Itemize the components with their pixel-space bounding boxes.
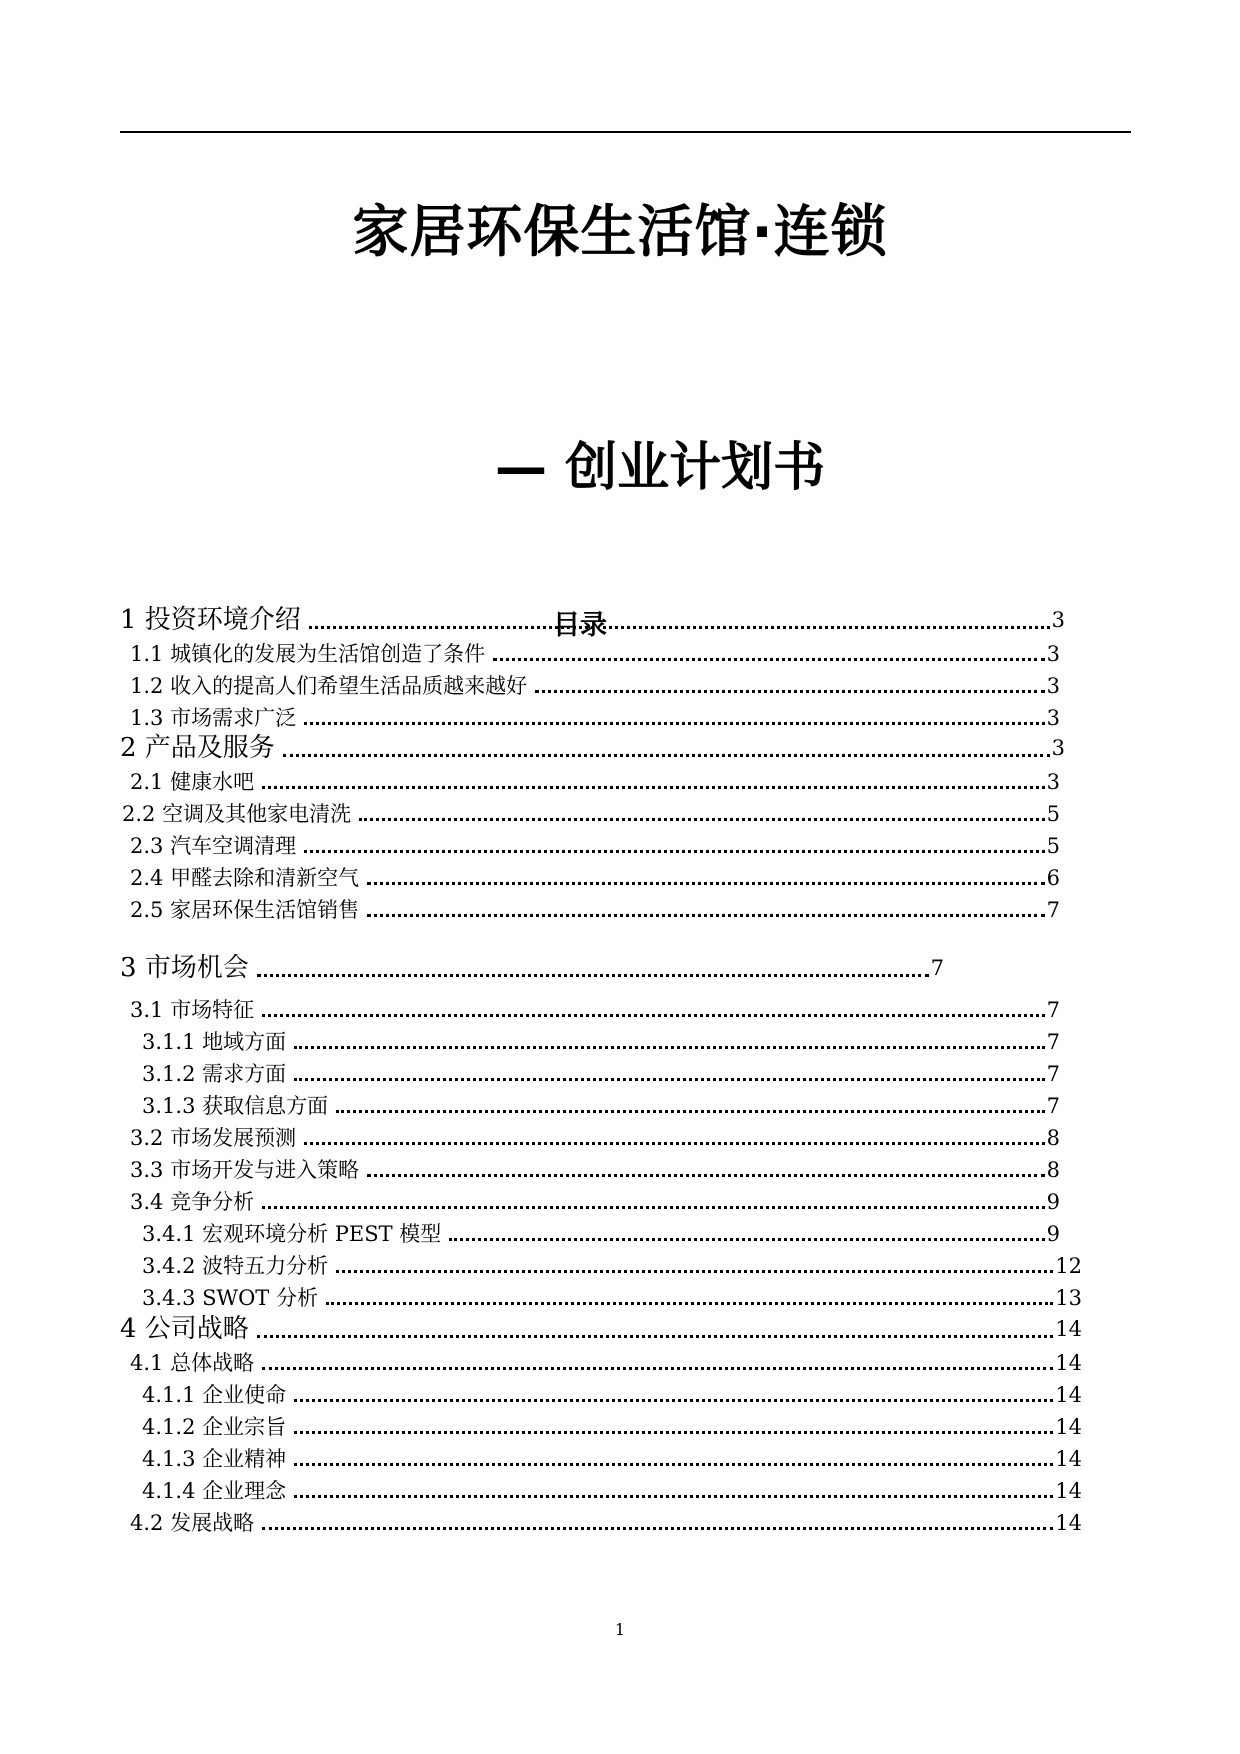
toc-entry[interactable] [130, 666, 1060, 698]
toc-entry-page: 7 [1046, 898, 1060, 922]
toc-entry-page: 14 [1055, 1317, 1082, 1341]
toc-entry-page: 3 [1051, 736, 1065, 760]
toc-entry-label: 2.1 健康水吧 [130, 770, 255, 794]
toc-entry-label: 2.5 家居环保生活馆销售 [130, 898, 360, 922]
toc-leader-dots [493, 658, 1045, 661]
toc-entry[interactable] [130, 634, 1060, 666]
header-rule [120, 131, 1131, 133]
toc-entry[interactable] [122, 794, 1060, 826]
toc-leader-dots [262, 786, 1045, 789]
toc-entry-label: 3.4.2 波特五力分析 [142, 1254, 329, 1278]
toc-entry-label: 1.3 市场需求广泛 [130, 706, 297, 730]
toc-leader-dots [257, 974, 929, 977]
toc-entry[interactable] [120, 950, 944, 982]
toc-entry-page: 5 [1046, 802, 1060, 826]
toc-leader-dots [535, 690, 1045, 693]
toc-entry[interactable] [120, 730, 1065, 762]
toc-entry-page: 14 [1055, 1511, 1082, 1535]
toc-leader-dots [262, 1367, 1053, 1370]
toc-entry-page: 13 [1055, 1286, 1082, 1310]
toc-leader-dots [262, 1527, 1053, 1530]
toc-entry-label: 3.1.1 地域方面 [142, 1030, 287, 1054]
toc-entry-label: 4.1.2 企业宗旨 [142, 1415, 287, 1439]
toc-entry[interactable] [130, 1118, 1060, 1150]
toc-entry-label: 1 投资环境介绍 [120, 605, 301, 635]
toc-entry-label: 3.4 竞争分析 [130, 1190, 255, 1214]
toc-entry[interactable] [120, 602, 1065, 634]
toc-entry-label: 4.1.1 企业使命 [142, 1383, 287, 1407]
toc-entry-page: 8 [1046, 1126, 1060, 1150]
toc-entry-page: 14 [1055, 1415, 1082, 1439]
toc-entry-page: 14 [1055, 1383, 1082, 1407]
toc-entry-page: 8 [1046, 1158, 1060, 1182]
toc-entry-label: 3 市场机会 [120, 953, 249, 983]
toc-entry[interactable] [130, 890, 1060, 922]
toc-entry[interactable] [130, 990, 1060, 1022]
toc-entry-label: 3.1.2 需求方面 [142, 1062, 287, 1086]
toc-entry-label: 2.3 汽车空调清理 [130, 834, 297, 858]
toc-leader-dots [309, 626, 1050, 629]
toc-entry-page: 3 [1046, 674, 1060, 698]
toc-entry-page: 3 [1051, 608, 1065, 632]
toc-entry[interactable] [130, 1150, 1060, 1182]
toc-entry-page: 7 [1046, 1094, 1060, 1118]
toc-leader-dots [336, 1270, 1053, 1273]
toc-entry-label: 2.2 空调及其他家电清洗 [122, 802, 352, 826]
toc-entry-page: 9 [1046, 1222, 1060, 1246]
toc-entry[interactable] [142, 1278, 1082, 1310]
toc-heading: 目录 [553, 610, 607, 641]
toc-entry-label: 3.1.3 获取信息方面 [142, 1094, 329, 1118]
toc-leader-dots [294, 1431, 1053, 1434]
toc-entry[interactable] [130, 1182, 1060, 1214]
toc-leader-dots [283, 754, 1050, 757]
toc-entry[interactable] [142, 1407, 1082, 1439]
toc-entry[interactable] [130, 762, 1060, 794]
document-title: 家居环保生活馆·连锁 [352, 200, 888, 265]
toc-entry-label: 3.3 市场开发与进入策略 [130, 1158, 360, 1182]
toc-entry-page: 7 [1046, 998, 1060, 1022]
toc-leader-dots [304, 722, 1045, 725]
toc-entry-label: 2.4 甲醛去除和清新空气 [130, 866, 360, 890]
toc-leader-dots [304, 850, 1045, 853]
toc-leader-dots [359, 818, 1045, 821]
toc-leader-dots [326, 1302, 1053, 1305]
toc-entry-label: 4.1.4 企业理念 [142, 1479, 287, 1503]
toc-entry-label: 4.2 发展战略 [130, 1511, 255, 1535]
toc-entry[interactable] [142, 1246, 1082, 1278]
toc-entry[interactable] [130, 826, 1060, 858]
toc-entry[interactable] [142, 1439, 1082, 1471]
toc-entry-label: 1.1 城镇化的发展为生活馆创造了条件 [130, 642, 486, 666]
toc-entry[interactable] [142, 1054, 1060, 1086]
toc-leader-dots [294, 1046, 1045, 1049]
toc-entry-label: 4.1.3 企业精神 [142, 1447, 287, 1471]
toc-entry-page: 14 [1055, 1447, 1082, 1471]
toc-entry[interactable] [142, 1214, 1060, 1246]
toc-entry-page: 6 [1046, 866, 1060, 890]
toc-entry-page: 5 [1046, 834, 1060, 858]
toc-entry-label: 4.1 总体战略 [130, 1351, 255, 1375]
toc-entry[interactable] [130, 858, 1060, 890]
toc-entry-page: 12 [1055, 1254, 1082, 1278]
toc-entry-page: 3 [1046, 706, 1060, 730]
toc-entry-page: 3 [1046, 642, 1060, 666]
toc-entry-label: 3.4.1 宏观环境分析 PEST 模型 [142, 1222, 442, 1246]
toc-leader-dots [294, 1399, 1053, 1402]
toc-entry-page: 3 [1046, 770, 1060, 794]
toc-entry[interactable] [130, 1343, 1082, 1375]
toc-entry-label: 1.2 收入的提高人们希望生活品质越来越好 [130, 674, 528, 698]
toc-leader-dots [294, 1495, 1053, 1498]
toc-leader-dots [257, 1335, 1053, 1338]
toc-entry[interactable] [142, 1022, 1060, 1054]
toc-leader-dots [367, 914, 1045, 917]
toc-entry[interactable] [142, 1375, 1082, 1407]
toc-leader-dots [294, 1078, 1045, 1081]
toc-leader-dots [449, 1238, 1044, 1241]
page-number: 1 [614, 1620, 626, 1639]
toc-entry-page: 14 [1055, 1351, 1082, 1375]
toc-entry[interactable] [130, 1503, 1082, 1535]
toc-entry[interactable] [120, 1311, 1082, 1343]
toc-leader-dots [367, 1174, 1045, 1177]
toc-entry-page: 9 [1046, 1190, 1060, 1214]
toc-entry[interactable] [142, 1471, 1082, 1503]
toc-entry-label: 3.1 市场特征 [130, 998, 255, 1022]
toc-entry-page: 7 [1046, 1062, 1060, 1086]
toc-entry-label: 4 公司战略 [120, 1314, 249, 1344]
toc-leader-dots [262, 1206, 1045, 1209]
toc-leader-dots [294, 1463, 1053, 1466]
toc-entry-page: 7 [930, 956, 944, 980]
toc-leader-dots [367, 882, 1045, 885]
toc-entry-page: 7 [1046, 1030, 1060, 1054]
toc-leader-dots [336, 1110, 1045, 1113]
toc-entry-label: 2 产品及服务 [120, 733, 275, 763]
toc-entry-label: 3.2 市场发展预测 [130, 1126, 297, 1150]
document-subtitle: — 创业计划书 [495, 438, 826, 498]
toc-entry-label: 3.4.3 SWOT 分析 [142, 1286, 318, 1310]
toc-entry-page: 14 [1055, 1479, 1082, 1503]
toc-entry[interactable] [142, 1086, 1060, 1118]
toc-entry[interactable] [130, 698, 1060, 730]
toc-leader-dots [262, 1014, 1045, 1017]
toc-leader-dots [304, 1142, 1045, 1145]
